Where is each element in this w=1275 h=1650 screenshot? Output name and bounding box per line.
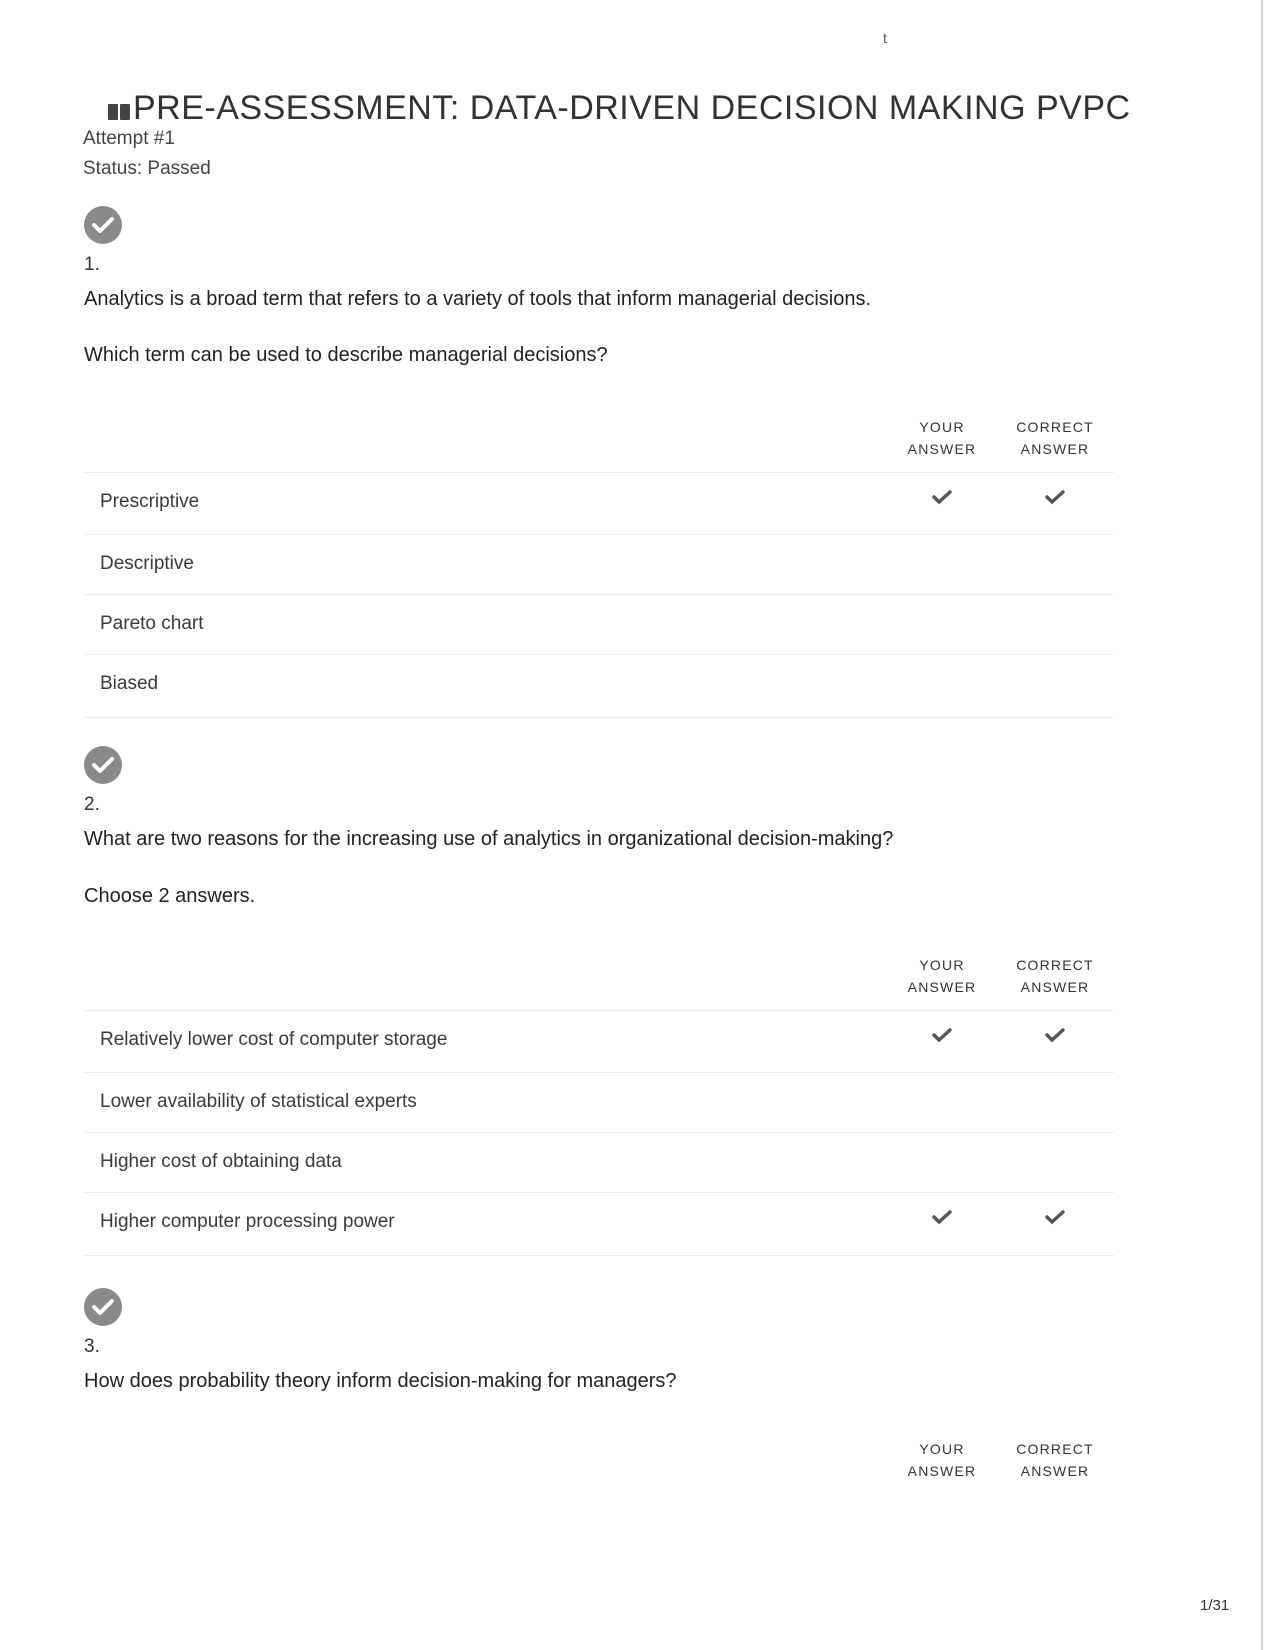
option-label: Descriptive	[100, 553, 194, 574]
correct-answer-header: CORRECT ANSWER	[1016, 419, 1094, 457]
your-answer-header: YOUR ANSWER	[907, 1441, 977, 1479]
option-label: Lower availability of statistical experts	[100, 1091, 417, 1112]
question-number: 3.	[84, 1336, 100, 1357]
attempt-status: Status: Passed	[83, 158, 211, 179]
question-text: How does probability theory inform decision-making for managers?	[84, 1370, 677, 1392]
question-prompt: Choose 2 answers.	[84, 885, 256, 907]
question-number: 1.	[84, 254, 100, 275]
table-header	[84, 416, 1114, 476]
table-row	[84, 534, 1114, 597]
check-circle-icon	[84, 1288, 122, 1326]
check-circle-icon	[84, 206, 122, 244]
question-1	[84, 206, 1114, 716]
question-text: What are two reasons for the increasing use of analytics in organizational decision-making?	[84, 828, 894, 850]
table-row	[84, 1072, 1114, 1135]
page-title	[108, 89, 1131, 128]
page-edge-divider	[1261, 0, 1263, 1650]
check-circle-icon	[84, 746, 122, 784]
option-label: Prescriptive	[100, 491, 200, 512]
table-header	[84, 1438, 1114, 1498]
table-header	[84, 954, 1114, 1014]
checkmark-icon	[887, 1027, 997, 1049]
correct-answer-header: CORRECT ANSWER	[1016, 957, 1094, 995]
your-answer-header: YOUR ANSWER	[907, 419, 977, 457]
question-prompt: Which term can be used to describe managerial decisions?	[84, 344, 608, 366]
table-row	[84, 654, 1114, 718]
question-number: 2.	[84, 794, 100, 815]
attempt-meta	[83, 124, 211, 184]
table-row	[84, 1132, 1114, 1195]
correct-answer-header: CORRECT ANSWER	[1016, 1441, 1094, 1479]
attempt-number: Attempt #1	[83, 128, 175, 149]
question-2	[84, 746, 1114, 1266]
question-3	[84, 1288, 1114, 1518]
page-title-text: PRE-ASSESSMENT: DATA-DRIVEN DECISION MAKING PVPC	[133, 88, 1131, 127]
table-row	[84, 1010, 1114, 1073]
table-row	[84, 472, 1114, 535]
table-row	[84, 594, 1114, 657]
page-number: 1/31	[1200, 1597, 1230, 1614]
checkmark-icon	[1000, 1027, 1110, 1049]
question-text: Analytics is a broad term that refers to a variety of tools that inform managerial decisions.	[84, 288, 872, 310]
book-icon	[108, 104, 130, 120]
table-row	[84, 1192, 1114, 1256]
option-label: Higher cost of obtaining data	[100, 1151, 342, 1172]
checkmark-icon	[887, 1209, 997, 1231]
checkmark-icon	[1000, 489, 1110, 511]
checkmark-icon	[1000, 1209, 1110, 1231]
option-label: Relatively lower cost of computer storage	[100, 1029, 448, 1050]
your-answer-header: YOUR ANSWER	[907, 957, 977, 995]
stray-mark: t	[883, 30, 887, 46]
option-label: Higher computer processing power	[100, 1211, 395, 1232]
checkmark-icon	[887, 489, 997, 511]
option-label: Pareto chart	[100, 613, 204, 634]
option-label: Biased	[100, 673, 159, 694]
